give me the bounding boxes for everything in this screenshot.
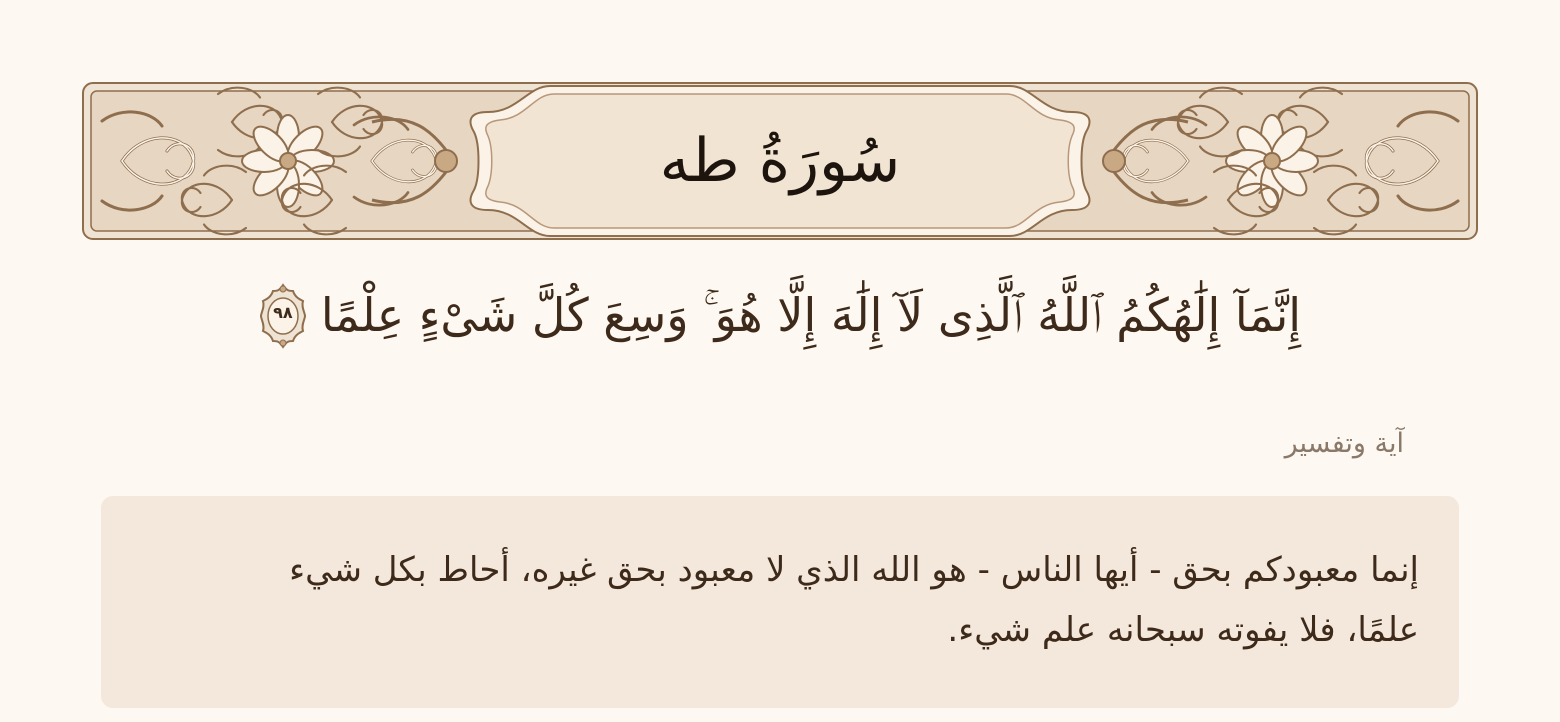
ayah-text[interactable]: إِنَّمَآ إِلَٰهُكُمُ ٱللَّهُ ٱلَّذِى لَآ إِلَٰهَ إِلَّا هُوَ ۚ وَسِعَ كُلَّ شَىْءٍ عِلْمًا	[320, 288, 1302, 342]
ayah-container	[0, 276, 1560, 356]
section-label: آية وتفسير	[1284, 428, 1404, 459]
tafsir-text: إنما معبودكم بحق - أيها الناس - هو الله الذي لا معبود بحق غيره، أحاط بكل شيء علمًا، فلا يفوته سبحانه علم شيء.	[289, 550, 1419, 650]
surah-name: سُورَةُ طه	[659, 126, 901, 196]
surah-header-banner	[82, 82, 1478, 240]
tafsir-card	[101, 496, 1459, 708]
ayah-number: ٩٨	[273, 303, 293, 322]
ayah-end-marker-icon	[259, 283, 307, 349]
